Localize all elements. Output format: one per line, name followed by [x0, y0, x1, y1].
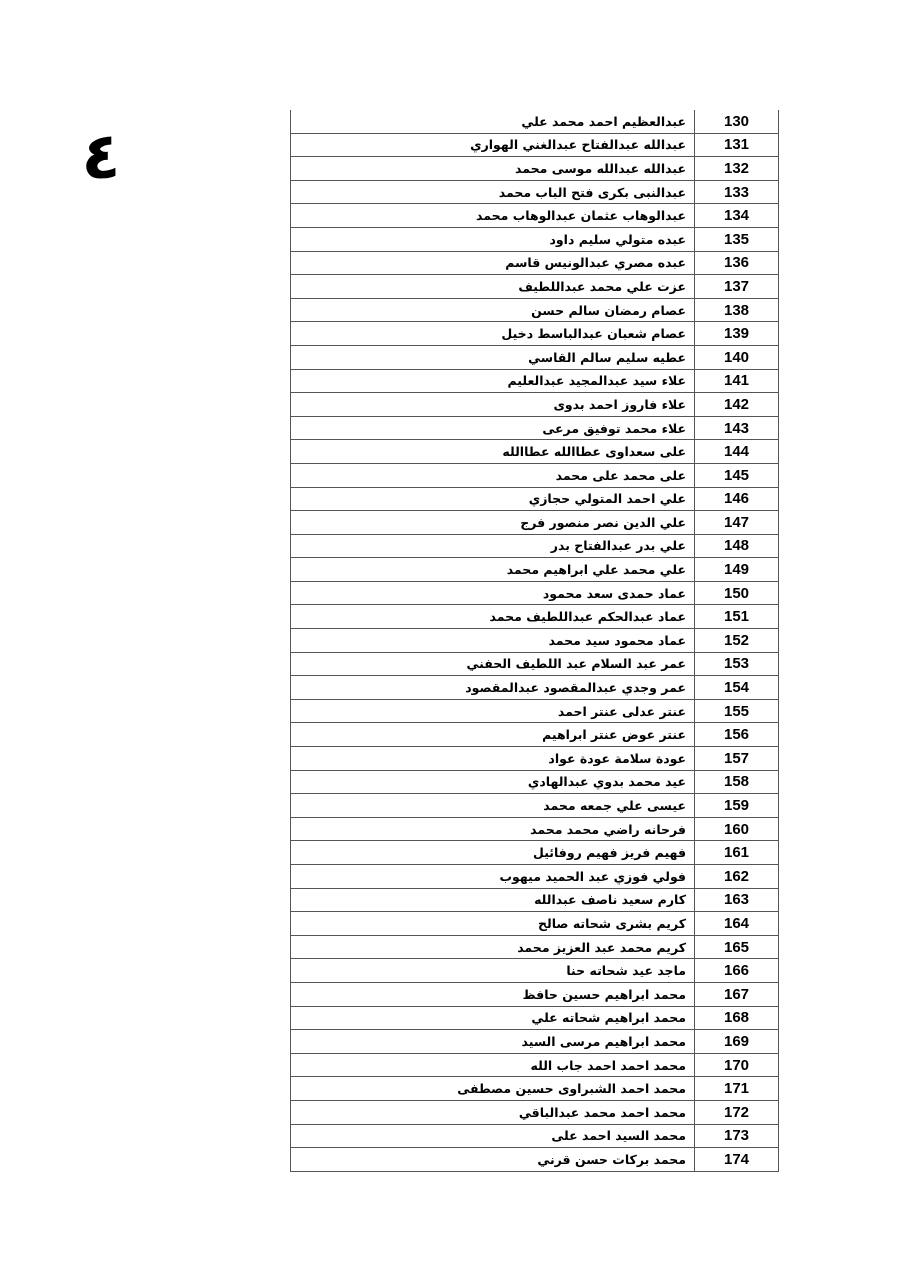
- table-row: [291, 558, 779, 582]
- number-cell: 174: [695, 1148, 779, 1172]
- table-row: [291, 1030, 779, 1054]
- name-cell: فهيم فريز فهيم روفائيل: [291, 841, 695, 865]
- table-row: [291, 487, 779, 511]
- name-cell: عصام رمضان سالم حسن: [291, 298, 695, 322]
- number-cell: 150: [695, 581, 779, 605]
- table-row: [291, 345, 779, 369]
- table-row: [291, 1053, 779, 1077]
- name-cell: عبده مصري عبدالونيس قاسم: [291, 251, 695, 275]
- table-row: [291, 652, 779, 676]
- name-cell: محمد ابراهيم مرسى السيد: [291, 1030, 695, 1054]
- number-cell: 172: [695, 1100, 779, 1124]
- number-cell: 167: [695, 982, 779, 1006]
- name-cell: عطيه سليم سالم القاسي: [291, 345, 695, 369]
- number-cell: 169: [695, 1030, 779, 1054]
- table-row: [291, 393, 779, 417]
- name-cell: كريم بشرى شحاته صالح: [291, 912, 695, 936]
- number-cell: 138: [695, 298, 779, 322]
- number-cell: 153: [695, 652, 779, 676]
- number-cell: 143: [695, 416, 779, 440]
- name-cell: محمد احمد الشبراوى حسين مصطفى: [291, 1077, 695, 1101]
- name-cell: علي محمد علي ابراهيم محمد: [291, 558, 695, 582]
- number-cell: 144: [695, 440, 779, 464]
- number-cell: 160: [695, 817, 779, 841]
- table-row: [291, 817, 779, 841]
- page-number: ٤: [81, 120, 121, 194]
- number-cell: 149: [695, 558, 779, 582]
- number-cell: 161: [695, 841, 779, 865]
- number-cell: 166: [695, 959, 779, 983]
- table-row: [291, 912, 779, 936]
- name-cell: علاء سيد عبدالمجيد عبدالعليم: [291, 369, 695, 393]
- number-cell: 165: [695, 935, 779, 959]
- name-cell: محمد احمد محمد عبدالباقي: [291, 1100, 695, 1124]
- name-cell: على محمد على محمد: [291, 463, 695, 487]
- table-row: [291, 747, 779, 771]
- number-cell: 133: [695, 180, 779, 204]
- number-cell: 151: [695, 605, 779, 629]
- name-cell: محمد احمد احمد جاب الله: [291, 1053, 695, 1077]
- number-cell: 157: [695, 747, 779, 771]
- number-cell: 134: [695, 204, 779, 228]
- table-row: [291, 723, 779, 747]
- table-row: [291, 298, 779, 322]
- names-table: [290, 110, 779, 1172]
- number-cell: 140: [695, 345, 779, 369]
- number-cell: 170: [695, 1053, 779, 1077]
- number-cell: 158: [695, 770, 779, 794]
- name-cell: عزت علي محمد عبداللطيف: [291, 275, 695, 299]
- name-cell: علاء فاروز احمد بدوى: [291, 393, 695, 417]
- name-cell: محمد ابراهيم حسين حافظ: [291, 982, 695, 1006]
- table-row: [291, 251, 779, 275]
- number-cell: 141: [695, 369, 779, 393]
- number-cell: 130: [695, 110, 779, 133]
- number-cell: 162: [695, 865, 779, 889]
- table-row: [291, 534, 779, 558]
- name-cell: كريم محمد عبد العزيز محمد: [291, 935, 695, 959]
- number-cell: 131: [695, 133, 779, 157]
- table-row: [291, 227, 779, 251]
- number-cell: 155: [695, 699, 779, 723]
- table-row: [291, 865, 779, 889]
- name-cell: عنتر عدلى عنتر احمد: [291, 699, 695, 723]
- name-cell: عماد محمود سيد محمد: [291, 629, 695, 653]
- name-cell: عبدالعظيم احمد محمد علي: [291, 110, 695, 133]
- table-row: [291, 629, 779, 653]
- number-cell: 152: [695, 629, 779, 653]
- table-row: [291, 369, 779, 393]
- table-row: [291, 110, 779, 133]
- number-cell: 173: [695, 1124, 779, 1148]
- number-cell: 164: [695, 912, 779, 936]
- table-row: [291, 959, 779, 983]
- table-row: [291, 982, 779, 1006]
- table-row: [291, 841, 779, 865]
- name-cell: محمد السيد احمد على: [291, 1124, 695, 1148]
- number-cell: 171: [695, 1077, 779, 1101]
- table-row: [291, 935, 779, 959]
- name-cell: عمر وجدي عبدالمقصود عبدالمقصود: [291, 676, 695, 700]
- table-row: [291, 888, 779, 912]
- table-row: [291, 605, 779, 629]
- table-row: [291, 275, 779, 299]
- name-cell: عيسى علي جمعه محمد: [291, 794, 695, 818]
- number-cell: 156: [695, 723, 779, 747]
- table-row: [291, 699, 779, 723]
- name-cell: عماد عبدالحكم عبداللطيف محمد: [291, 605, 695, 629]
- name-cell: فرحانه راضي محمد محمد: [291, 817, 695, 841]
- table-row: [291, 676, 779, 700]
- name-cell: عصام شعبان عبدالباسط دخيل: [291, 322, 695, 346]
- table-row: [291, 463, 779, 487]
- name-cell: علي احمد المتولي حجازي: [291, 487, 695, 511]
- name-cell: علي بدر عبدالفتاح بدر: [291, 534, 695, 558]
- number-cell: 136: [695, 251, 779, 275]
- number-cell: 168: [695, 1006, 779, 1030]
- number-cell: 132: [695, 157, 779, 181]
- table-row: [291, 1077, 779, 1101]
- table-row: [291, 416, 779, 440]
- number-cell: 137: [695, 275, 779, 299]
- table-row: [291, 794, 779, 818]
- name-cell: فولي فوزي عبد الحميد ميهوب: [291, 865, 695, 889]
- table-row: [291, 1148, 779, 1172]
- table-row: [291, 440, 779, 464]
- number-cell: 147: [695, 511, 779, 535]
- number-cell: 146: [695, 487, 779, 511]
- name-cell: على سعداوى عطاالله عطاالله: [291, 440, 695, 464]
- name-cell: عبدالوهاب عثمان عبدالوهاب محمد: [291, 204, 695, 228]
- number-cell: 159: [695, 794, 779, 818]
- name-cell: عماد حمدى سعد محمود: [291, 581, 695, 605]
- name-cell: عبدالله عبدالفتاح عبدالغني الهواري: [291, 133, 695, 157]
- table-row: [291, 204, 779, 228]
- name-cell: علي الدين نصر منصور فرج: [291, 511, 695, 535]
- names-table-body: [291, 110, 779, 1171]
- number-cell: 145: [695, 463, 779, 487]
- name-cell: عبدالله عبدالله موسى محمد: [291, 157, 695, 181]
- name-cell: عيد محمد بدوي عبدالهادي: [291, 770, 695, 794]
- name-cell: كارم سعيد ناصف عبدالله: [291, 888, 695, 912]
- table-row: [291, 322, 779, 346]
- table-row: [291, 133, 779, 157]
- name-cell: علاء محمد توفيق مرعى: [291, 416, 695, 440]
- table-row: [291, 770, 779, 794]
- name-cell: ماجد عيد شحاته حنا: [291, 959, 695, 983]
- table-row: [291, 1124, 779, 1148]
- number-cell: 142: [695, 393, 779, 417]
- number-cell: 135: [695, 227, 779, 251]
- number-cell: 154: [695, 676, 779, 700]
- table-row: [291, 581, 779, 605]
- table-row: [291, 1100, 779, 1124]
- name-cell: محمد بركات حسن قرني: [291, 1148, 695, 1172]
- number-cell: 163: [695, 888, 779, 912]
- table-row: [291, 180, 779, 204]
- name-cell: عنتر عوض عنتر ابراهيم: [291, 723, 695, 747]
- number-cell: 139: [695, 322, 779, 346]
- name-cell: عبدالنبى بكرى فتح الباب محمد: [291, 180, 695, 204]
- table-row: [291, 511, 779, 535]
- table-row: [291, 157, 779, 181]
- name-cell: عبده متولي سليم داود: [291, 227, 695, 251]
- name-cell: محمد ابراهيم شحاته علي: [291, 1006, 695, 1030]
- number-cell: 148: [695, 534, 779, 558]
- name-cell: عودة سلامة عودة عواد: [291, 747, 695, 771]
- table-row: [291, 1006, 779, 1030]
- name-cell: عمر عبد السلام عبد اللطيف الحفني: [291, 652, 695, 676]
